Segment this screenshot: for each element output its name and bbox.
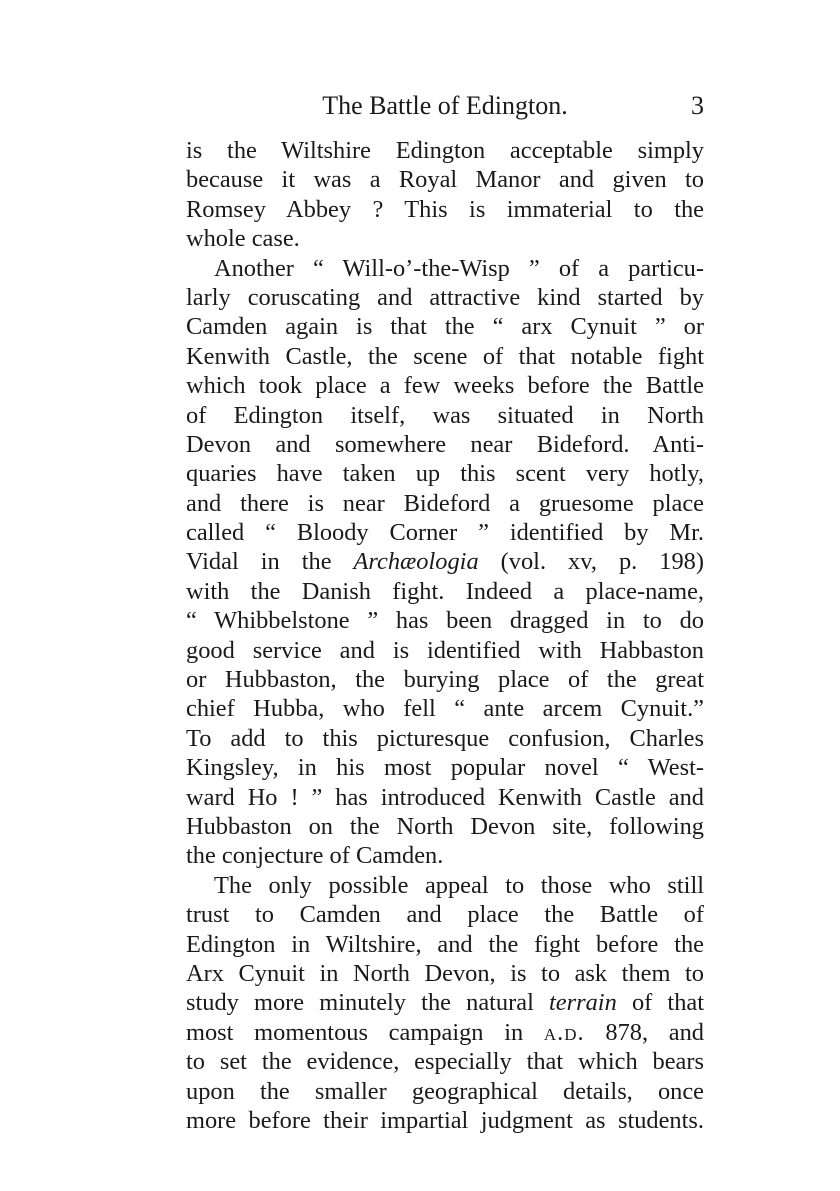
text-segment: 878, and (584, 1018, 704, 1046)
text-line: which took place a few weeks before the Battle (186, 372, 704, 400)
text-segment: of that (616, 989, 704, 1017)
text-line: Camden again is that the “ arx Cynuit ” or (186, 313, 704, 341)
text-line: good service and is identified with Habbaston (186, 636, 704, 664)
text-segment: (vol. xv, p. 198) (478, 548, 704, 576)
text-line: is the Wiltshire Edington acceptable simply (186, 137, 704, 164)
text-line: Arx Cynuit in North Devon, is to ask them to (186, 959, 704, 987)
text-line: Kenwith Castle, the scene of that notable fight (186, 342, 704, 370)
text-line: whole case. (186, 225, 300, 253)
text-line: To add to this picturesque confusion, Charles (186, 724, 704, 752)
text-segment: Vidal in the (186, 548, 354, 576)
page-title: The Battle of Edington. (322, 91, 568, 120)
page-number: 3 (691, 91, 704, 120)
text-line: Kingsley, in his most popular novel “ West- (186, 754, 704, 782)
text-line: called “ Bloody Corner ” identified by Mr. (186, 519, 704, 547)
text-line: “ Whibbelstone ” has been dragged in to do (186, 607, 704, 635)
text-line: the conjecture of Camden. (186, 842, 444, 870)
italic-title: Archæologia (353, 548, 479, 576)
text-line: Edington in Wiltshire, and the fight before the (186, 930, 704, 958)
text-line: because it was a Royal Manor and given to (186, 166, 704, 194)
text-line: of Edington itself, was situated in North (186, 401, 704, 429)
text-line: and there is near Bideford a gruesome place (186, 489, 704, 517)
text-line: chief Hubba, who fell “ ante arcem Cynuit.” (186, 695, 704, 723)
text-line: Devon and somewhere near Bideford. Anti- (186, 430, 704, 458)
text-line: Hubbaston on the North Devon site, following (186, 812, 704, 840)
text-line-with-italic (186, 988, 704, 1017)
text-line: trust to Camden and place the Battle of (186, 901, 704, 929)
running-head (186, 88, 704, 128)
text-line-with-small-caps (186, 1018, 704, 1047)
text-line: upon the smaller geographical details, once (186, 1077, 704, 1105)
text-line-with-italic (186, 547, 704, 576)
text-line: larly coruscating and attractive kind started by (186, 283, 704, 311)
text-segment: most momentous campaign in (186, 1018, 544, 1046)
text-line: or Hubbaston, the burying place of the great (186, 666, 704, 694)
text-line: with the Danish fight. Indeed a place-name, (186, 577, 704, 605)
body-text (186, 136, 704, 1135)
text-line: to set the evidence, especially that which bears (186, 1048, 704, 1076)
text-line: The only possible appeal to those who still (214, 871, 704, 899)
italic-term: terrain (549, 989, 617, 1017)
text-line: Romsey Abbey ? This is immaterial to the (186, 195, 704, 223)
text-line: ward Ho ! ” has introduced Kenwith Castle and (186, 783, 704, 811)
text-line: Another “ Will-o’-the-Wisp ” of a particu- (214, 254, 704, 282)
text-segment: study more minutely the natural (186, 989, 550, 1017)
text-line: quaries have taken up this scent very hotly, (186, 460, 704, 488)
era-abbreviation: a.d. (543, 1018, 585, 1046)
text-line: more before their impartial judgment as students. (186, 1106, 704, 1134)
